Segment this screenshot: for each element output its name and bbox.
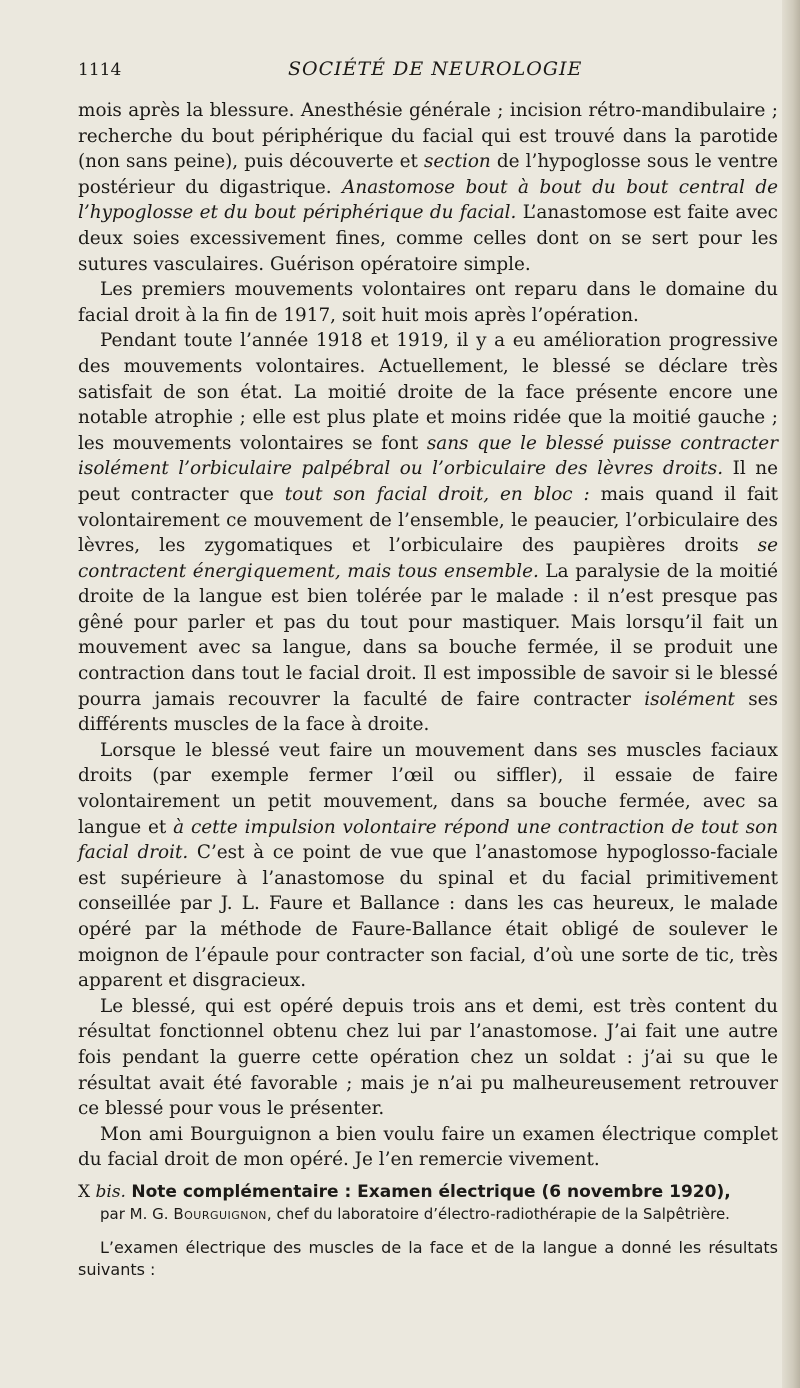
- text-run: de l’hypoglosse sous le ventre postérieur du digastrique.: [78, 151, 778, 198]
- italic-text: tout son facial droit, en bloc :: [284, 483, 590, 505]
- complementary-note: [78, 1180, 778, 1281]
- text-run: Les premiers mouvements volontaires ont reparu dans le domaine du facial droit à la fin de 1917, soit huit mois après l’opération.: [78, 279, 778, 326]
- italic-text: isolément: [644, 688, 735, 710]
- note-body: L’examen électrique des muscles de la face et de la langue a donné les résultats suivants :: [78, 1238, 778, 1279]
- page-header: [78, 58, 768, 88]
- running-title: SOCIÉTÉ DE NEUROLOGIE: [288, 58, 583, 80]
- note-author-name: Bourguignon: [173, 1205, 267, 1223]
- text-run: Pendant toute l’année 1918 et 1919, il y a eu amélioration progressive des mouvements volontaires. Actuellement, le blessé se déclare très satisfait de son état. La moitié droite de la face présente encore une notable atrophie ; elle est plus plate et moins ridée que la moitié gauche ; les mouvements volontaires se font: [78, 330, 778, 454]
- italic-text: sans que le blessé puisse contracter isolément l’orbiculaire palpébral ou l’orbiculaire des lèvres droits.: [78, 432, 778, 480]
- text-run: La paralysie de la moitié droite de la langue est bien tolérée par le malade : il n’est presque pas gêné pour parler et pas du tout pour mastiquer. Mais lorsqu’il fait un mouvement avec sa langue, dans sa bouche fermée, il se produit une contraction dans tout le facial droit. Il est impossible de savoir si le blessé pourra jamais recouvrer la faculté de faire contracter: [78, 560, 778, 710]
- note-author-line: [100, 1204, 780, 1225]
- page-number: 1114: [78, 60, 122, 80]
- italic-text: Anastomose bout à bout du bout central de l’hypoglosse et du bout périphérique du facial.: [78, 176, 778, 224]
- paragraph: [78, 1122, 778, 1173]
- italic-text: section: [423, 151, 491, 173]
- note-author-prefix: par M. G.: [100, 1205, 169, 1223]
- text-run: L’anastomose est faite avec deux soies excessivement fines, comme celles dont on se sert pour les sutures vasculaires. Guérison opératoire simple.: [78, 202, 778, 275]
- text-run: mais quand il fait volontairement ce mouvement de l’ensemble, le peaucier, l’orbiculaire des lèvres, les zygomatiques et l’orbiculaire des paupières droits: [78, 483, 778, 557]
- italic-text: à cette impulsion volontaire répond une contraction de tout son facial droit.: [78, 816, 778, 864]
- italic-text: se contractent énergiquement, mais tous ensemble.: [78, 535, 778, 582]
- article-body: [78, 98, 778, 1173]
- text-run: mois après la blessure. Anesthésie générale ; incision rétro-mandibulaire ; recherche du bout périphérique du facial qui est trouvé dans la parotide (non sans peine), puis découverte et: [78, 100, 778, 173]
- note-author-suffix: , chef du laboratoire d’électro-radiothérapie de la Salpêtrière.: [266, 1205, 730, 1223]
- text-run: Il ne peut contracter que: [78, 458, 778, 505]
- paragraph: [78, 328, 778, 738]
- text-run: Lorsque le blessé veut faire un mouvement dans ses muscles faciaux droits (par exemple fermer l’œil ou siffler), il essaie de faire volontairement un petit mouvement, dans sa bouche fermée, avec sa langue et: [78, 739, 778, 838]
- note-heading: Note complémentaire : Examen électrique (6 novembre 1920),: [131, 1182, 731, 1202]
- paragraph: [78, 98, 778, 277]
- text-run: Le blessé, qui est opéré depuis trois ans et demi, est très content du résultat fonctionnel obtenu chez lui par l’anastomose. J’ai fait une autre fois pendant la guerre cette opération chez un soldat : j’ai su que le résultat avait été favorable ; mais je n’ai pu malheureusement retrouver ce blessé pour vous le présenter.: [78, 995, 778, 1120]
- paragraph: [78, 738, 778, 994]
- page-edge: [782, 0, 800, 1388]
- text-run: ses différents muscles de la face à droite.: [78, 688, 778, 736]
- note-number: X: [78, 1182, 91, 1202]
- note-title: [78, 1180, 778, 1204]
- text-run: Mon ami Bourguignon a bien voulu faire un examen électrique complet du facial droit de mon opéré. Je l’en remercie vivement.: [78, 1123, 778, 1171]
- paragraph: [78, 277, 778, 328]
- text-run: C’est à ce point de vue que l’anastomose hypoglosso-faciale est supérieure à l’anastomose du spinal et du facial primitivement conseillée par J. L. Faure et Ballance : dans les cas heureux, le malade opéré par la méthode de Faure-Ballance était obligé de soulever le moignon de l’épaule pour contracter son facial, d’où une sorte de tic, très apparent et disgracieux.: [78, 842, 778, 992]
- note-number-suffix: bis.: [95, 1182, 126, 1202]
- paragraph: [78, 994, 778, 1122]
